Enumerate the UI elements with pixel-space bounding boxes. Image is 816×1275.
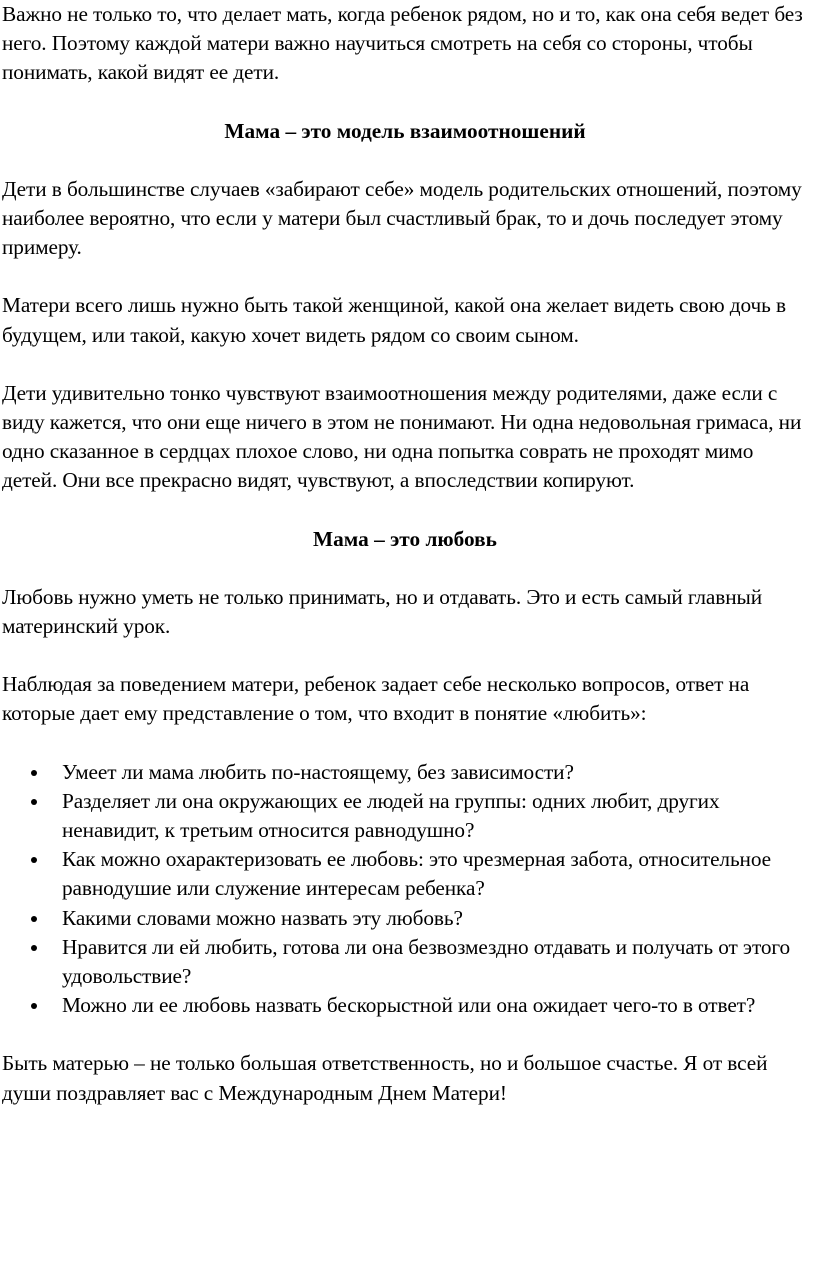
paragraph-gap (2, 350, 808, 379)
list-item (2, 787, 808, 845)
paragraph-gap (2, 496, 808, 525)
list-item-text: Нравится ли ей любить, готова ли она безвозмездно отдавать и получать от этого удовольствие? (62, 934, 791, 989)
paragraph-gap (2, 88, 808, 117)
paragraph-children-model: Дети в большинстве случаев «забирают себе» модель родительских отношений, поэтому наиболее вероятно, что если у матери был счастливый брак, то и дочь последует этому примеру. (2, 176, 802, 260)
bullet-icon (31, 799, 37, 805)
paragraph-gap (2, 641, 808, 670)
bullet-icon (31, 770, 37, 776)
paragraph-intro: Важно не только то, что делает мать, когда ребенок рядом, но и то, как она себя ведет без него. Поэтому каждой матери важно научиться смотреть на себя со стороны, чтобы понимать, какой видят ее дети. (2, 2, 803, 85)
list-item-text: Разделяет ли она окружающих ее людей на группы: одних любит, других ненавидит, к третьим относится равнодушно? (62, 788, 720, 843)
questions-list (2, 758, 808, 1021)
list-item (2, 991, 808, 1020)
paragraph-questions-intro: Наблюдая за поведением матери, ребенок задает себе несколько вопросов, ответ на которые дает ему представление о том, что входит в понятие «любить»: (2, 672, 750, 726)
list-item (2, 758, 808, 787)
section-heading-love: Мама – это любовь (313, 526, 497, 551)
bullet-icon (31, 916, 37, 922)
list-item (2, 933, 808, 991)
paragraph-mother-example: Матери всего лишь нужно быть такой женщиной, какой она желает видеть свою дочь в будущем, или такой, какую хочет видеть рядом со своим сыном. (2, 293, 786, 347)
paragraph-gap (2, 262, 808, 291)
section-heading-relationship-model: Мама – это модель взаимоотношений (224, 118, 586, 143)
paragraph-gap (2, 146, 808, 175)
list-item-text: Как можно охарактеризовать ее любовь: это чрезмерная забота, относительное равнодушие или служение интересам ребенка? (62, 847, 772, 901)
bullet-icon (31, 1003, 37, 1009)
paragraph-gap (2, 554, 808, 583)
list-item-text: Умеет ли мама любить по-настоящему, без зависимости? (62, 759, 574, 784)
list-item (2, 904, 808, 933)
paragraph-children-feel: Дети удивительно тонко чувствуют взаимоотношения между родителями, даже если с виду кажется, что они еще ничего в этом не понимают. Ни одна недовольная гримаса, ни одно сказанное в сердцах плохое слово, ни одна попытка соврать не проходят мимо детей. Они все прекрасно видят, чувствуют, а впоследствии копируют. (2, 380, 802, 493)
paragraph-gap (2, 1020, 808, 1049)
paragraph-gap (2, 729, 808, 758)
paragraph-love-lesson: Любовь нужно уметь не только принимать, но и отдавать. Это и есть самый главный материнский урок. (2, 584, 763, 639)
paragraph-closing-greeting: Быть матерью – не только большая ответственность, но и большое счастье. Я от всей души поздравляет вас с Международным Днем Матери! (2, 1051, 768, 1105)
list-item-text: Какими словами можно назвать эту любовь? (62, 905, 463, 930)
bullet-icon (31, 945, 37, 951)
bullet-icon (31, 857, 37, 863)
list-item-text: Можно ли ее любовь назвать бескорыстной или она ожидает чего-то в ответ? (62, 993, 756, 1018)
list-item (2, 845, 808, 903)
